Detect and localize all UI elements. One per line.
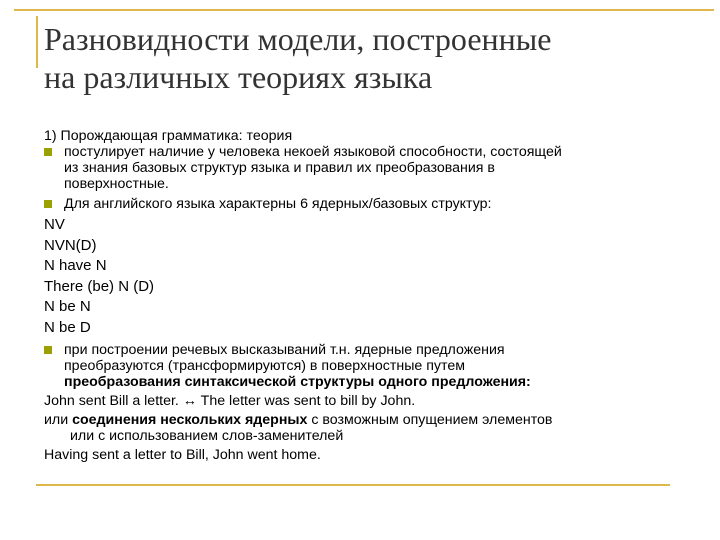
square-bullet-icon <box>44 346 52 354</box>
bullet-3-line-2: преобразуются (трансформируются) в поверхностные путем <box>64 358 466 374</box>
or-line <box>44 412 708 428</box>
title-line-2: на различных теориях языка <box>44 59 433 95</box>
bullet-1-line-2: из знания базовых структур языка и правил их преобразования в <box>64 160 495 176</box>
slide-content <box>44 128 708 463</box>
bullet-item-2 <box>44 196 708 212</box>
bullet-1-line-1: постулирует наличие у человека некоей языковой способности, состоящей <box>64 144 562 160</box>
square-bullet-icon <box>44 148 52 156</box>
bottom-rule <box>36 484 670 486</box>
title-line-1: Разновидности модели, построенные <box>44 21 552 57</box>
bullet-3-line-1: при построении речевых высказываний т.н. ядерные предложения <box>64 342 505 358</box>
bullet-3-line-3 <box>64 374 708 390</box>
structure-item: There (be) N (D) <box>44 277 155 295</box>
square-bullet-icon <box>44 200 52 208</box>
bullet-item-1 <box>44 144 708 192</box>
structure-item: NV <box>44 216 65 233</box>
bullet-1-line-3: поверхностные. <box>64 176 169 192</box>
section-heading: 1) Порождающая грамматика: теория <box>44 128 293 144</box>
bullet-3-bold-text: преобразования синтаксической структуры одного предложения: <box>64 374 531 390</box>
top-rule <box>14 9 714 11</box>
slide-title <box>44 20 704 96</box>
structure-item: N be D <box>44 318 91 336</box>
or-line-2: или с использованием слов-заменителей <box>70 428 344 444</box>
structure-list <box>44 215 708 338</box>
or-prefix: или <box>44 412 73 428</box>
example-2: Having sent a letter to Bill, John went home. <box>44 447 321 463</box>
structure-item: N be N <box>44 298 91 315</box>
or-bold-text: соединения нескольких ядерных <box>72 412 308 428</box>
or-rest: с возможным опущением элементов <box>307 412 553 428</box>
structure-item: N have N <box>44 257 107 274</box>
bullet-2-text: Для английского языка характерны 6 ядерных/базовых структур: <box>64 196 492 212</box>
structure-item: NVN(D) <box>44 236 97 254</box>
bullet-item-3 <box>44 342 708 390</box>
title-accent-bar <box>36 16 38 68</box>
example-1: John sent Bill a letter. ↔ The letter was sent to bill by John. <box>44 393 416 409</box>
